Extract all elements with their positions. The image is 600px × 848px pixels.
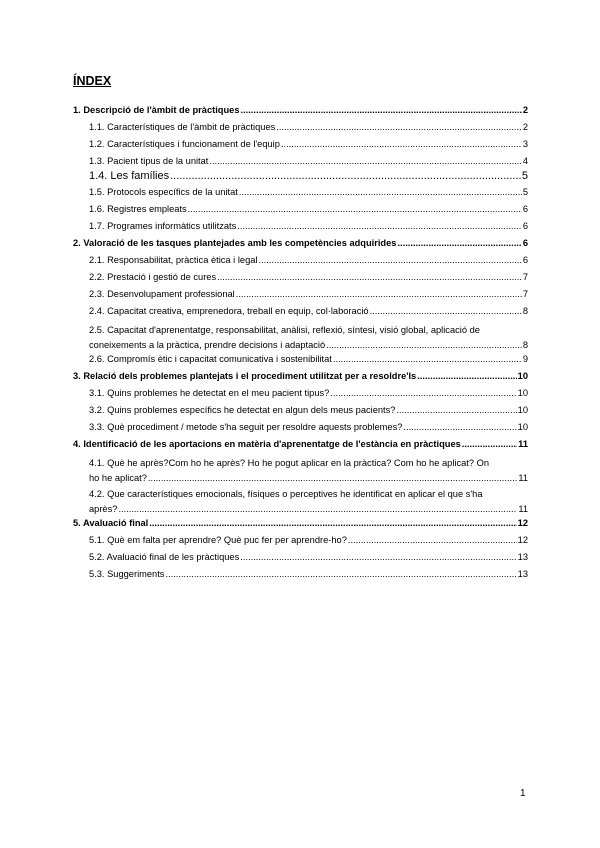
toc-page: 2 (522, 105, 528, 115)
toc-label: 2.1. Responsabilitat, pràctica ètica i legal (89, 255, 258, 265)
toc-label: 2.3. Desenvolupament professional (89, 289, 235, 299)
toc-item-2-6[interactable] (73, 353, 528, 365)
toc-item-4-1[interactable] (73, 455, 528, 485)
toc-page: 10 (517, 371, 528, 381)
toc-page: 10 (517, 388, 528, 398)
toc-page: 5 (522, 187, 528, 197)
toc-page: 11 (518, 504, 528, 514)
toc-label: 1.2. Característiques i funcionament de l'equip (89, 139, 280, 149)
toc-label: 5. Avaluació final (73, 518, 149, 528)
toc-page: 6 (522, 221, 528, 231)
toc-page: 7 (522, 272, 528, 282)
toc-page: 4 (522, 156, 528, 166)
toc-label: 3.2. Quins problemes específics he detectat en algun dels meus pacients? (89, 405, 396, 415)
toc-label: 5.1. Què em falta per aprendre? Què puc fer per aprendre-ho? (89, 535, 347, 545)
toc-item-2-4[interactable] (73, 305, 528, 317)
toc-page: 11 (518, 439, 528, 449)
table-of-contents (73, 104, 528, 585)
toc-item-2-2[interactable] (73, 271, 528, 283)
toc-label: 1.1. Característiques de l'àmbit de pràctiques (89, 122, 276, 132)
toc-item-1-7[interactable] (73, 220, 528, 232)
toc-item-5-1[interactable] (73, 534, 528, 546)
toc-item-1-2[interactable] (73, 138, 528, 150)
toc-label-continued: après? (89, 504, 118, 514)
toc-page: 8 (522, 340, 528, 350)
toc-page: 5 (521, 170, 528, 182)
toc-label: 5.2. Avaluació final de les pràctiques (89, 552, 240, 562)
toc-label: 4. Identificació de les aportacions en matèria d'aprenentatge de l'estància en pràctiques (73, 439, 461, 449)
toc-label: 1.4. Les famílies (89, 170, 170, 182)
toc-label: 1.6. Registres empleats (89, 204, 187, 214)
toc-item-5-3[interactable] (73, 568, 528, 580)
toc-label: 1.7. Programes informàtics utilitzats (89, 221, 237, 231)
toc-page: 6 (522, 204, 528, 214)
toc-label: 1.3. Pacient tipus de la unitat (89, 156, 209, 166)
toc-label: 5.3. Suggeriments (89, 569, 165, 579)
toc-item-1-6[interactable] (73, 203, 528, 215)
toc-section-4[interactable] (73, 438, 528, 450)
toc-item-2-1[interactable] (73, 254, 528, 266)
toc-label: 3.3. Què procediment / metode s'ha seguit per resoldre aquests problemes? (89, 422, 403, 432)
toc-label: 4.2. Que característiques emocionals, físiques o perceptives he identificat en aplicar el que s'ha (89, 489, 483, 499)
toc-page: 9 (522, 354, 528, 364)
toc-item-3-2[interactable] (73, 404, 528, 416)
toc-item-1-1[interactable] (73, 121, 528, 133)
toc-page: 7 (522, 289, 528, 299)
toc-item-2-3[interactable] (73, 288, 528, 300)
toc-page: 12 (517, 518, 528, 528)
toc-item-2-5[interactable] (73, 322, 528, 352)
toc-page: 8 (522, 306, 528, 316)
toc-label: 2.5. Capacitat d'aprenentatge, responsabilitat, anàlisi, reflexió, síntesi, visió global, aplicació de (89, 325, 480, 335)
toc-item-1-4[interactable] (73, 170, 528, 182)
toc-item-3-3[interactable] (73, 421, 528, 433)
toc-label: 3. Relació dels problemes plantejats i el procediment utilitzat per a resoldre'ls (73, 371, 417, 381)
toc-section-5[interactable] (73, 517, 528, 529)
toc-label: 2.6. Compromís ètic i capacitat comunicativa i sostenibilitat (89, 354, 332, 364)
toc-label: 2.4. Capacitat creativa, emprenedora, treball en equip, col·laboració (89, 306, 369, 316)
toc-label-continued: ho he aplicat? (89, 473, 147, 483)
toc-page: 6 (522, 238, 528, 248)
toc-section-1[interactable] (73, 104, 528, 116)
toc-label: 2. Valoració de les tasques plantejades amb les competències adquirides (73, 238, 397, 248)
toc-label-continued: coneixements a la pràctica, prendre decisions i adaptació (89, 340, 326, 350)
toc-page: 10 (517, 422, 528, 432)
toc-label: 1.5. Protocols específics de la unitat (89, 187, 238, 197)
toc-page: 2 (522, 122, 528, 132)
toc-label: 1. Descripció de l'àmbit de pràctiques (73, 105, 240, 115)
toc-page: 12 (517, 535, 528, 545)
toc-label: 4.1. Què he après?Com ho he après? Ho he pogut aplicar en la pràctica? Com ho he aplicat? On (89, 458, 490, 468)
toc-label: 3.1. Quins problemes he detectat en el meu pacient tipus? (89, 388, 330, 398)
toc-item-1-5[interactable] (73, 186, 528, 198)
toc-section-2[interactable] (73, 237, 528, 249)
toc-item-1-3[interactable] (73, 155, 528, 167)
toc-page: 10 (517, 405, 528, 415)
toc-page: 13 (517, 569, 528, 579)
toc-item-3-1[interactable] (73, 387, 528, 399)
toc-page: 11 (518, 473, 528, 483)
toc-section-3[interactable] (73, 370, 528, 382)
toc-label: 2.2. Prestació i gestió de cures (89, 272, 217, 282)
page-title: ÍNDEX (73, 74, 112, 88)
toc-page: 6 (522, 255, 528, 265)
toc-page: 3 (522, 139, 528, 149)
toc-page: 13 (517, 552, 528, 562)
toc-item-5-2[interactable] (73, 551, 528, 563)
toc-item-4-2[interactable] (73, 486, 528, 516)
page-number: 1 (520, 788, 526, 799)
